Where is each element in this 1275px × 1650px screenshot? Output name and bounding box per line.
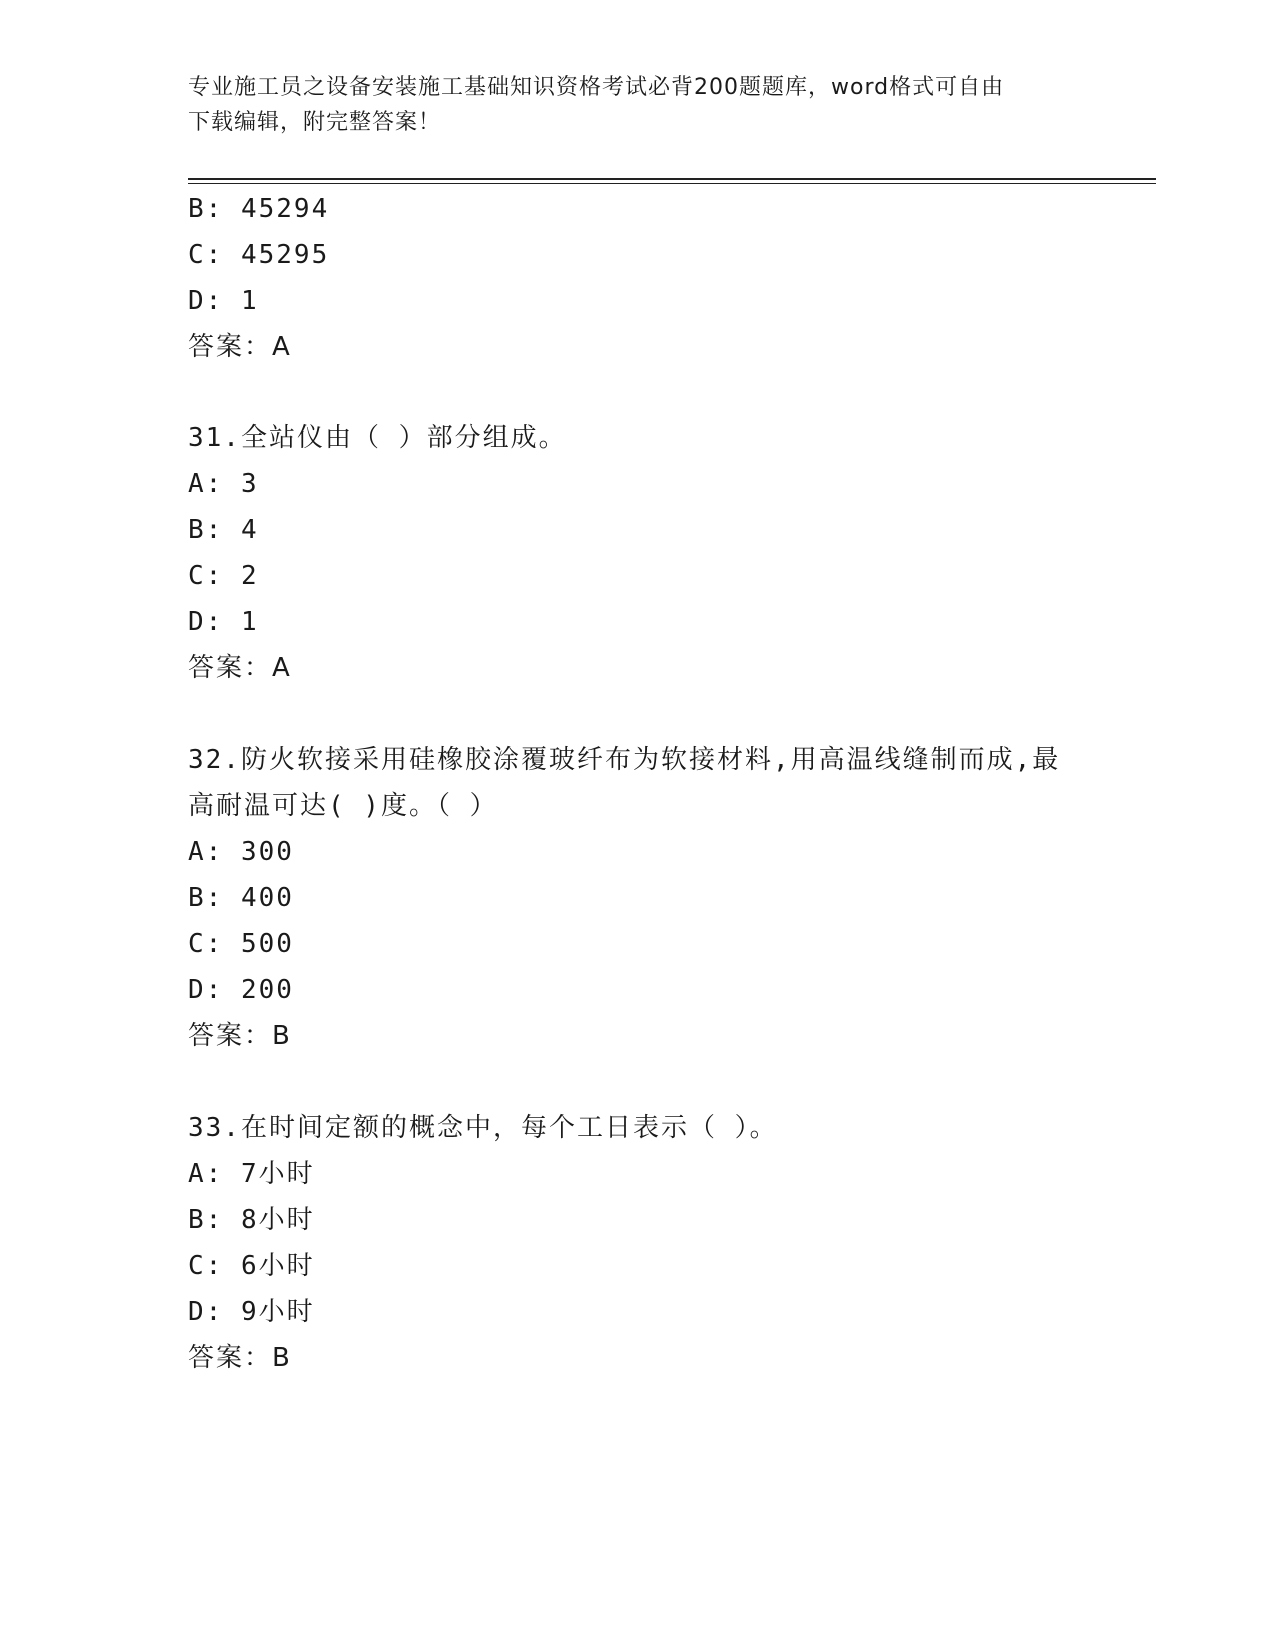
header-line-1: 专业施工员之设备安装施工基础知识资格考试必背200题题库，word格式可自由	[188, 75, 1005, 100]
carryover-question	[188, 186, 1128, 370]
option-a: A: 7小时	[188, 1159, 315, 1189]
option-d: D: 200	[188, 975, 294, 1005]
header-divider-thin	[188, 183, 1156, 184]
option-a: A: 300	[188, 837, 294, 867]
option-d: D: 1	[188, 286, 259, 316]
question-stem-line-2: 高耐温可达( )度。（ ）	[188, 791, 498, 821]
question-stem: 33.在时间定额的概念中，每个工日表示（ ）。	[188, 1113, 778, 1143]
question-stem-line-1: 32.防火软接采用硅橡胶涂覆玻纤布为软接材料,用高温线缝制而成,最	[188, 745, 1061, 775]
option-b: B: 8小时	[188, 1205, 315, 1235]
header-line-2: 下载编辑，附完整答案！	[188, 110, 442, 135]
header-divider-thick	[188, 178, 1156, 180]
question-33	[188, 1105, 1128, 1381]
document-header	[188, 70, 1088, 140]
question-32	[188, 737, 1128, 1059]
question-31	[188, 415, 1128, 691]
option-d: D: 1	[188, 607, 259, 637]
answer-line: 答案：B	[188, 1343, 292, 1373]
answer-line: 答案：A	[188, 332, 292, 362]
question-list	[188, 186, 1128, 1381]
question-stem: 31.全站仪由（ ）部分组成。	[188, 423, 567, 453]
option-d: D: 9小时	[188, 1297, 315, 1327]
option-b: B: 400	[188, 883, 294, 913]
answer-line: 答案：B	[188, 1021, 292, 1051]
option-c: C: 6小时	[188, 1251, 315, 1281]
option-a: A: 3	[188, 469, 259, 499]
option-c: C: 500	[188, 929, 294, 959]
option-c: C: 45295	[188, 240, 330, 270]
answer-line: 答案：A	[188, 653, 292, 683]
option-b: B: 4	[188, 515, 259, 545]
option-b: B: 45294	[188, 194, 330, 224]
option-c: C: 2	[188, 561, 259, 591]
